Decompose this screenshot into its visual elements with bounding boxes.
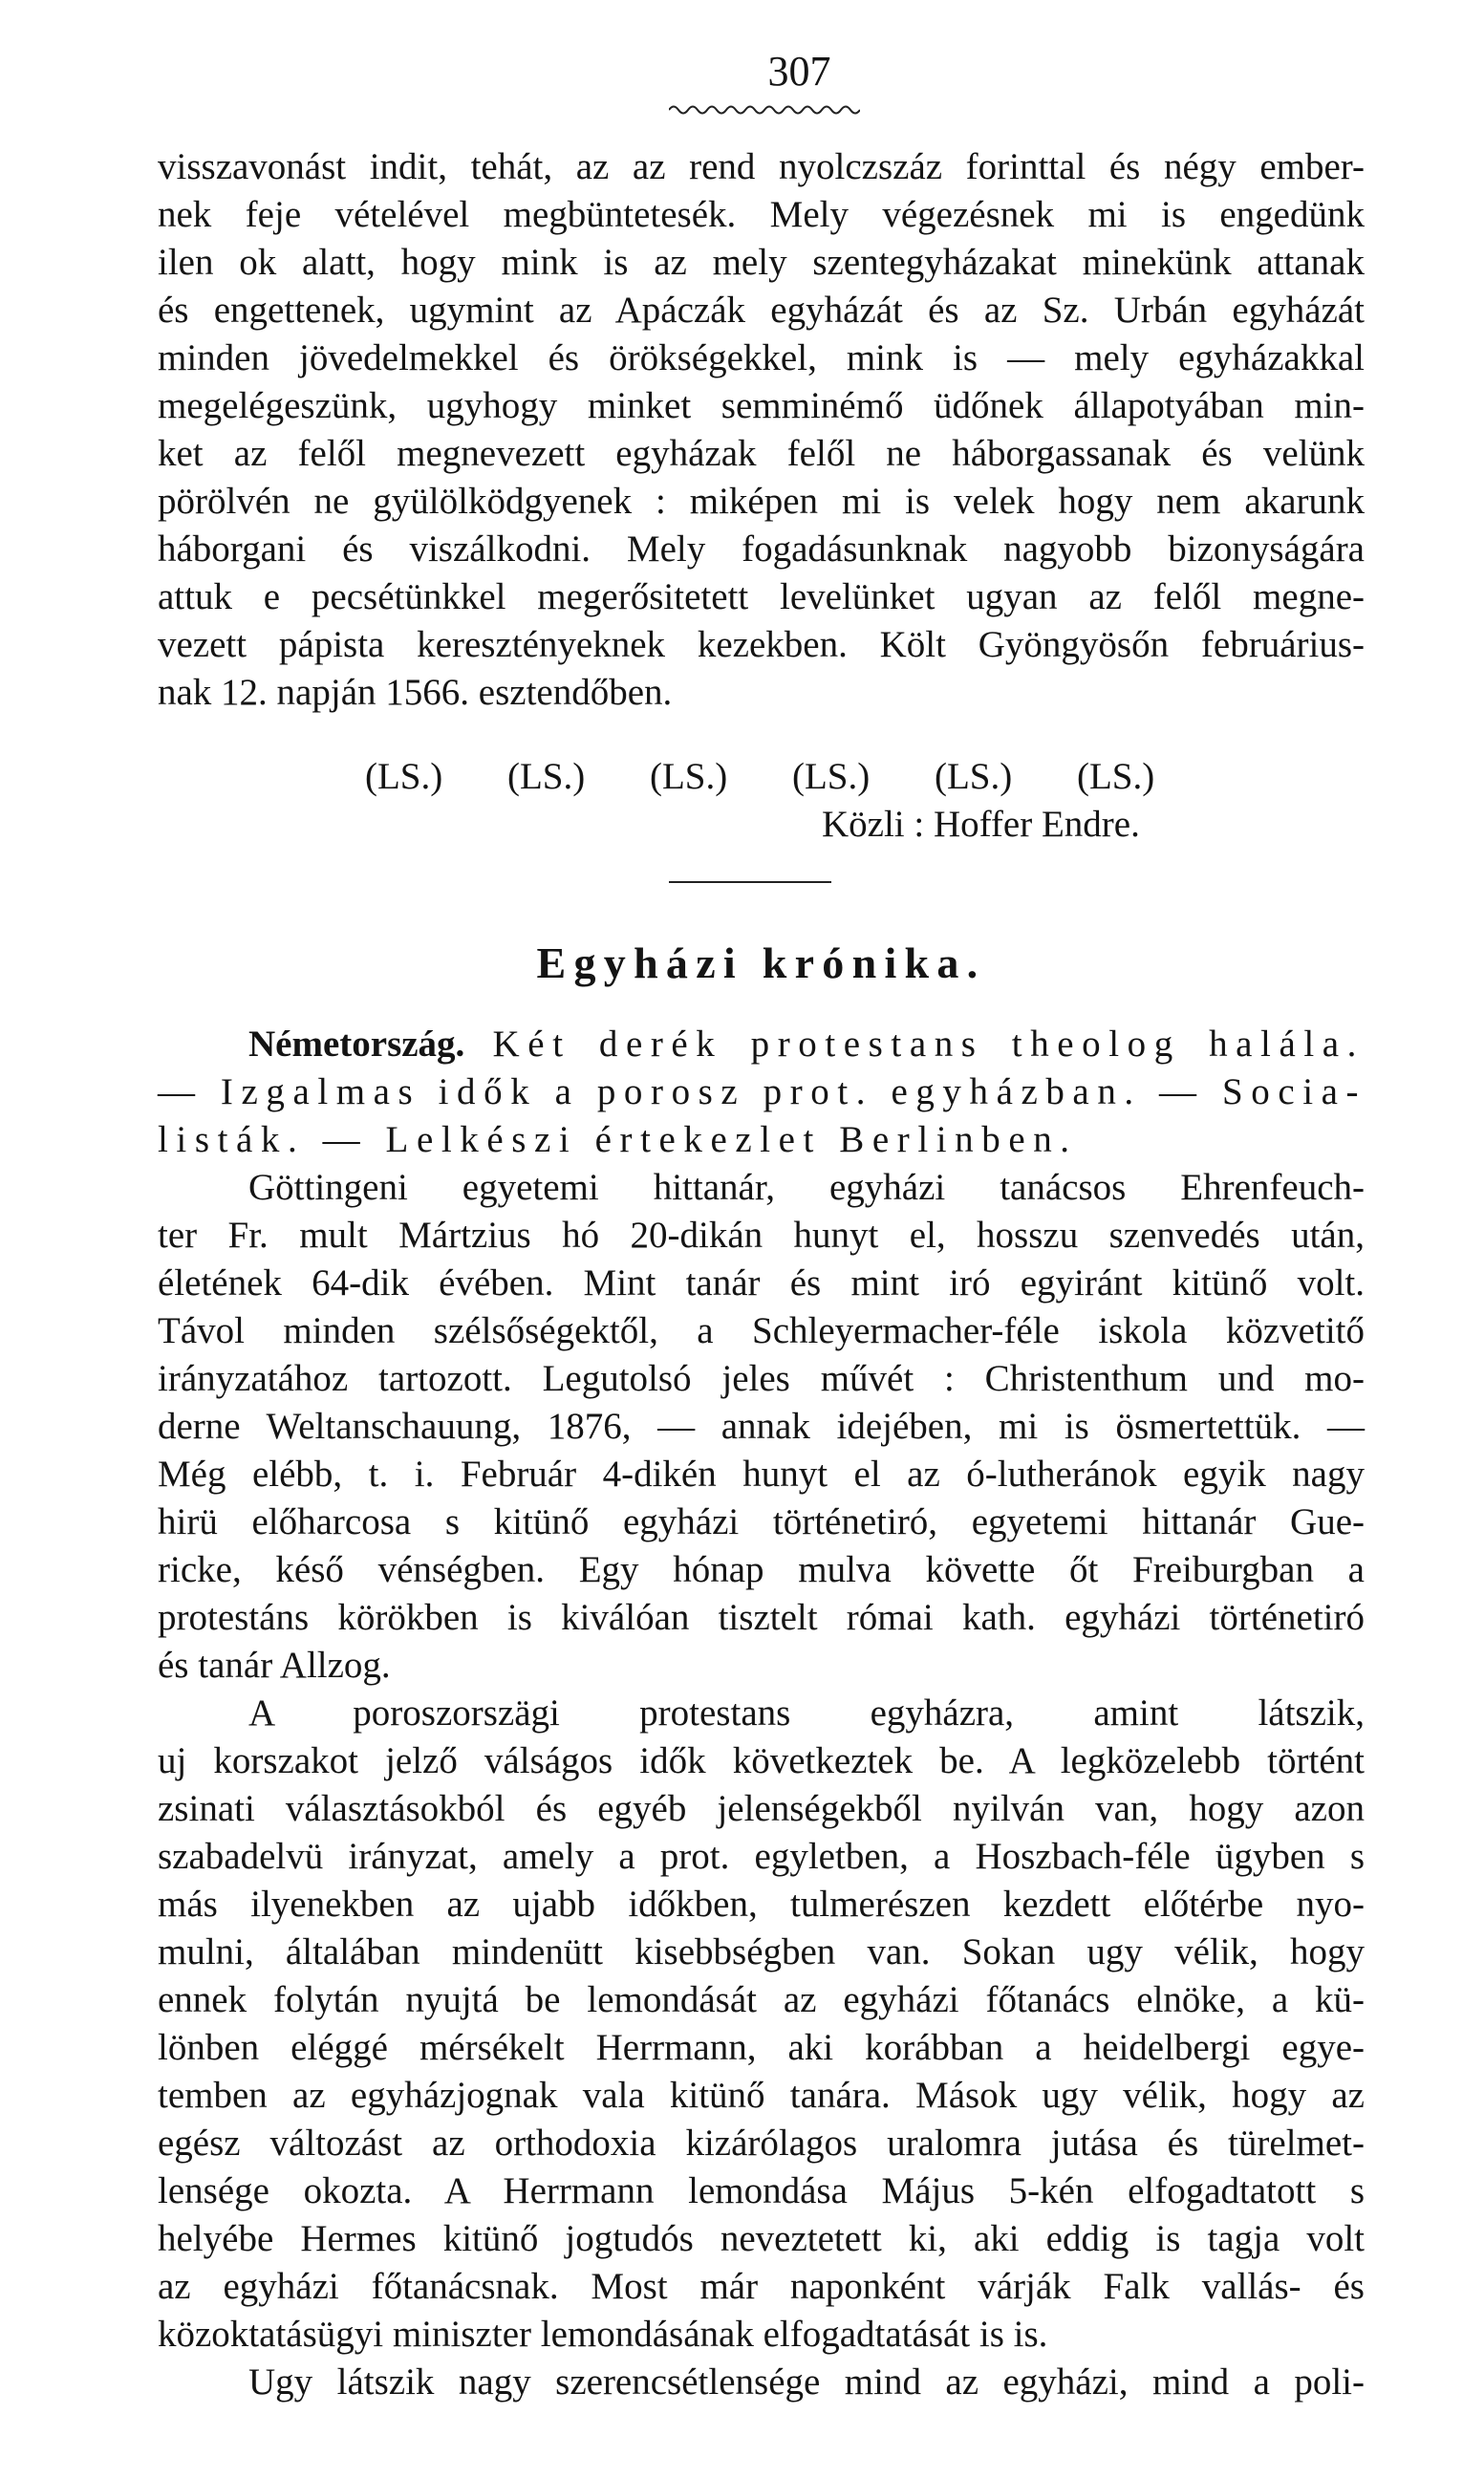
text-line: Göttingeni egyetemi hittanár, egyházi tanácsos Ehrenfeuch-: [248, 1167, 1365, 1208]
wavy-rule-ornament: [669, 103, 860, 117]
text-line: lönben eléggé mérsékelt Herrmann, aki korábban a heidelbergi egye-: [158, 2027, 1365, 2068]
text-line: más ilyenekben az ujabb időkben, tulmerészen kezdett előtérbe nyo-: [158, 1884, 1365, 1925]
text-line: pörölvén ne gyülölködgyenek : miképen mi is velek hogy nem akarunk: [158, 481, 1365, 522]
text-line: vezett pápista keresztényeknek kezekben. Költ Gyöngyösőn februárius-: [158, 624, 1365, 665]
header-line: Németország. Két derék protestans theolog halála.: [248, 1024, 1365, 1065]
text-line: életének 64-dik évében. Mint tanár és mint iró egyiránt kitünő volt.: [158, 1262, 1365, 1304]
text-line: ket az felől megnevezett egyházak felől ne háborgassanak és velünk: [158, 433, 1365, 474]
letter-paragraph: [158, 143, 1365, 717]
header-line: listák. — Lelkészi értekezlet Berlinben.: [158, 1119, 1078, 1160]
text-line: Ugy látszik nagy szerencsétlensége mind az egyházi, mind a poli-: [248, 2361, 1365, 2403]
closing-paragraph: [158, 2359, 1365, 2406]
text-line: és engettenek, ugymint az Apáczák egyházát és az Sz. Urbán egyházát: [158, 290, 1365, 331]
text-line: visszavonást indit, tehát, az az rend nyolczszáz forinttal és négy ember-: [158, 146, 1365, 187]
text-line: szabadelvü irányzat, amely a prot. egyletben, a Hoszbach-féle ügyben s: [158, 1836, 1365, 1877]
section-divider: [669, 881, 831, 883]
chronicle-header: [158, 1021, 1365, 1164]
seal-mark: (LS.): [1077, 756, 1155, 797]
text-line: derne Weltanschauung, 1876, — annak idejében, mi is ösmertettük. —: [158, 1406, 1365, 1447]
text-line: háborgani és viszálkodni. Mely fogadásunknak nagyobb bizonyságára: [158, 528, 1365, 570]
text-line: ennek folytán nyujtá be lemondását az egyházi főtanács elnöke, a kü-: [158, 1979, 1365, 2020]
seal-mark: (LS.): [650, 756, 728, 797]
text-line: lensége okozta. A Herrmann lemondása Május 5-kén elfogadtatott s: [158, 2170, 1365, 2211]
seal-mark: (LS.): [507, 756, 586, 797]
credit-line: Közli : Hoffer Endre.: [822, 804, 1140, 845]
prussia-paragraph: [158, 1690, 1365, 2359]
seal-mark: (LS.): [792, 756, 871, 797]
text-line: irányzatához tartozott. Legutolsó jeles művét : Christenthum und mo-: [158, 1358, 1365, 1399]
text-line: attuk e pecsétünkkel megerősitetett levelünket ugyan az felől megne-: [158, 576, 1365, 617]
text-line: egész változást az orthodoxia kizárólagos uralomra jutása és türelmet-: [158, 2123, 1365, 2164]
text-line: temben az egyházjognak vala kitünő tanára. Mások ugy vélik, hogy az: [158, 2075, 1365, 2116]
page-number: 307: [767, 48, 831, 95]
text-line: az egyházi főtanácsnak. Most már naponként várják Falk vallás- és: [158, 2266, 1365, 2307]
seal-mark: (LS.): [935, 756, 1013, 797]
text-line: A poroszorszägi protestans egyházra, amint látszik,: [248, 1692, 1365, 1734]
text-line: ilen ok alatt, hogy mink is az mely szentegyházakat minekünk attanak: [158, 242, 1365, 283]
section-title: Egyházi krónika.: [536, 938, 986, 987]
header-line: — Izgalmas idők a porosz prot. egyházban. — Socia-: [158, 1071, 1367, 1112]
text-line: minden jövedelmekkel és örökségekkel, mink is — mely egyházakkal: [158, 337, 1365, 378]
seal-marks: [365, 753, 1181, 801]
seal-mark: (LS.): [365, 756, 443, 797]
text-line: ter Fr. mult Mártzius hó 20-dikán hunyt el, hosszu szenvedés után,: [158, 1215, 1365, 1256]
text-line: protestáns körökben is kiválóan tisztelt római kath. egyházi történetiró: [158, 1597, 1365, 1638]
text-line: mulni, általában mindenütt kisebbségben van. Sokan ugy vélik, hogy: [158, 1931, 1365, 1972]
text-line: zsinati választásokból és egyéb jelenségekből nyilván van, hogy azon: [158, 1788, 1365, 1829]
text-line: nek feje vételével megbüntetesék. Mely végezésnek mi is engedünk: [158, 194, 1365, 235]
text-line: közoktatásügyi miniszter lemondásának elfogadtatását is is.: [158, 2314, 1048, 2355]
text-line: Távol minden szélsőségektől, a Schleyermacher-féle iskola közvetitő: [158, 1310, 1365, 1351]
text-line: helyébe Hermes kitünő jogtudós neveztetett ki, aki eddig is tagja volt: [158, 2218, 1365, 2259]
text-line: nak 12. napján 1566. esztendőben.: [158, 672, 673, 713]
obituary-paragraph: [158, 1164, 1365, 1690]
text-line: és tanár Allzog.: [158, 1645, 391, 1686]
text-line: ricke, késő vénségben. Egy hónap mulva követte őt Freiburgban a: [158, 1549, 1365, 1590]
text-line: hirü előharcosa s kitünő egyházi történetiró, egyetemi hittanár Gue-: [158, 1501, 1365, 1542]
text-line: uj korszakot jelző válságos idők következtek be. A legközelebb történt: [158, 1740, 1365, 1781]
text-line: Még elébb, t. i. Február 4-dikén hunyt el az ó-lutheránok egyik nagy: [158, 1454, 1365, 1495]
text-line: megelégeszünk, ugyhogy minket semminémő üdőnek állapotyában min-: [158, 385, 1365, 426]
